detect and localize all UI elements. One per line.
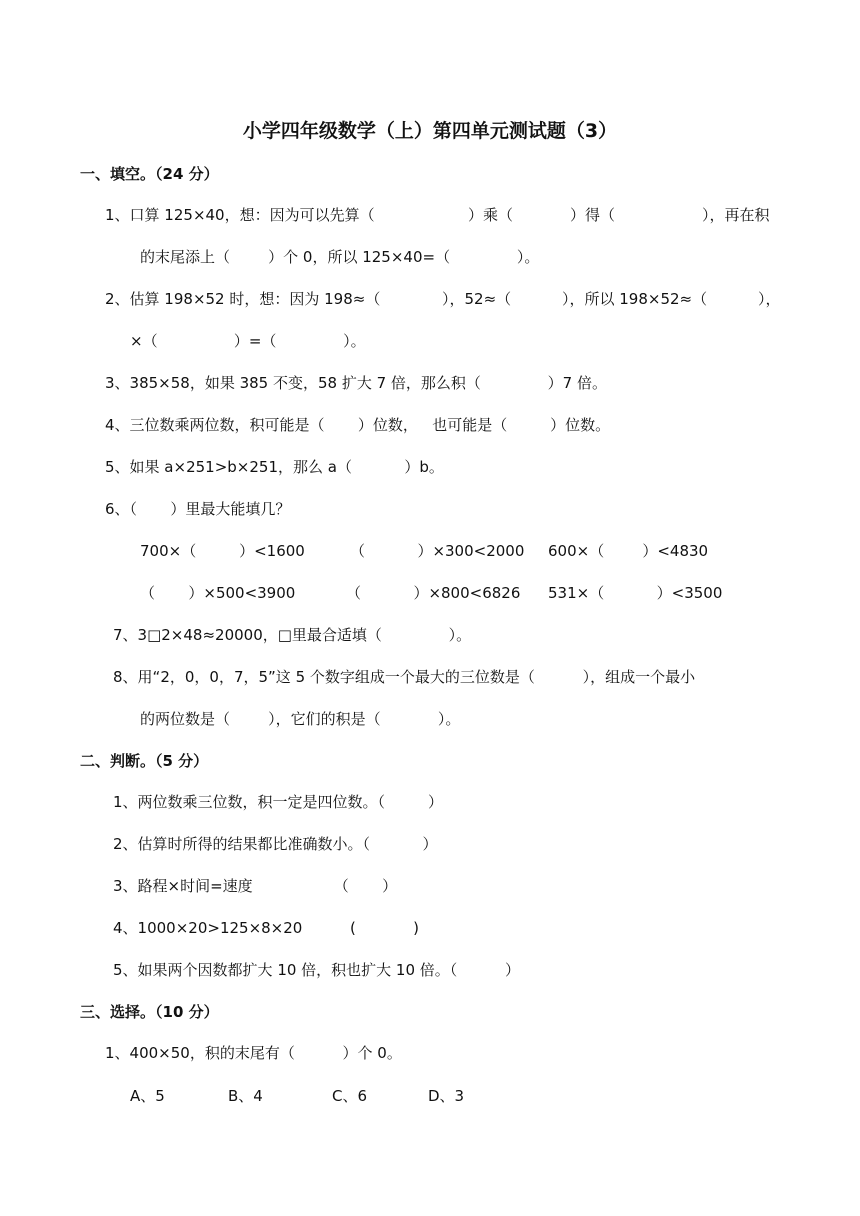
- fill-q6-r2c2: （ ）×800<6826: [346, 584, 521, 602]
- section-heading-fill: 一、填空。（24 分）: [80, 165, 219, 183]
- fill-q2-line1: 2、估算 198×52 时，想：因为 198≈（: [105, 290, 381, 308]
- choice-option-c: C、6: [332, 1087, 368, 1105]
- fill-q1-part1: ）乘（: [468, 206, 514, 224]
- fill-q5: 5、如果 a×251>b×251，那么 a（ ）b。: [105, 458, 444, 476]
- choice-q1: 1、400×50，积的末尾有（ ）个 0。: [105, 1044, 402, 1062]
- fill-q2-part1: ），52≈（: [442, 290, 512, 308]
- fill-q1-line1: 1、口算 125×40，想：因为可以先算（: [105, 206, 375, 224]
- choice-option-b: B、4: [228, 1087, 263, 1105]
- fill-q3: 3、385×58，如果 385 不变，58 扩大 7 倍，那么积（ ）7 倍。: [105, 374, 607, 392]
- section-heading-judge: 二、判断。（5 分）: [80, 752, 209, 770]
- fill-q6-r2c1: （ ）×500<3900: [140, 584, 296, 602]
- fill-q2-part2: ），所以 198×52≈（: [562, 290, 708, 308]
- fill-q1-part2: ）得（: [570, 206, 616, 224]
- judge-item-4: 4、1000×20>125×8×20 ( ): [113, 919, 419, 937]
- section-heading-choice: 三、选择。（10 分）: [80, 1003, 219, 1021]
- fill-q6-r1c1: 700×（ ）<1600: [140, 542, 305, 560]
- page-title: 小学四年级数学（上）第四单元测试题（3）: [242, 120, 618, 142]
- fill-q6-r2c3: 531×（ ）<3500: [548, 584, 723, 602]
- fill-q2-line2: ×（ ）=（ ）。: [130, 332, 366, 350]
- choice-option-a: A、5: [130, 1087, 165, 1105]
- fill-q2-part3: ），: [758, 290, 781, 308]
- fill-q1-line2: 的末尾添上（ ）个 0，所以 125×40=（ ）。: [140, 248, 540, 266]
- fill-q8-line2: 的两位数是（ ），它们的积是（ ）。: [140, 710, 461, 728]
- judge-item-1: 1、两位数乘三位数，积一定是四位数。（ ）: [113, 793, 443, 811]
- judge-item-3: 3、路程×时间=速度 （ ）: [113, 877, 398, 895]
- choice-option-d: D、3: [428, 1087, 465, 1105]
- fill-q8-line1: 8、用“2，0，0，7，5”这 5 个数字组成一个最大的三位数是（ ），组成一个最小: [113, 668, 696, 686]
- fill-q1-part3: ），再在积: [702, 206, 770, 224]
- fill-q6-r1c3: 600×（ ）<4830: [548, 542, 709, 560]
- fill-q6-stem: 6、（ ）里最大能填几？: [105, 500, 291, 518]
- fill-q7: 7、3□2×48≈20000，□里最合适填（ ）。: [113, 626, 472, 644]
- fill-q6-r1c2: （ ）×300<2000: [350, 542, 525, 560]
- judge-item-5: 5、如果两个因数都扩大 10 倍，积也扩大 10 倍。（ ）: [113, 961, 520, 979]
- fill-q4: 4、三位数乘两位数，积可能是（ ）位数， 也可能是（ ）位数。: [105, 416, 611, 434]
- judge-item-2: 2、估算时所得的结果都比准确数小。（ ）: [113, 835, 438, 853]
